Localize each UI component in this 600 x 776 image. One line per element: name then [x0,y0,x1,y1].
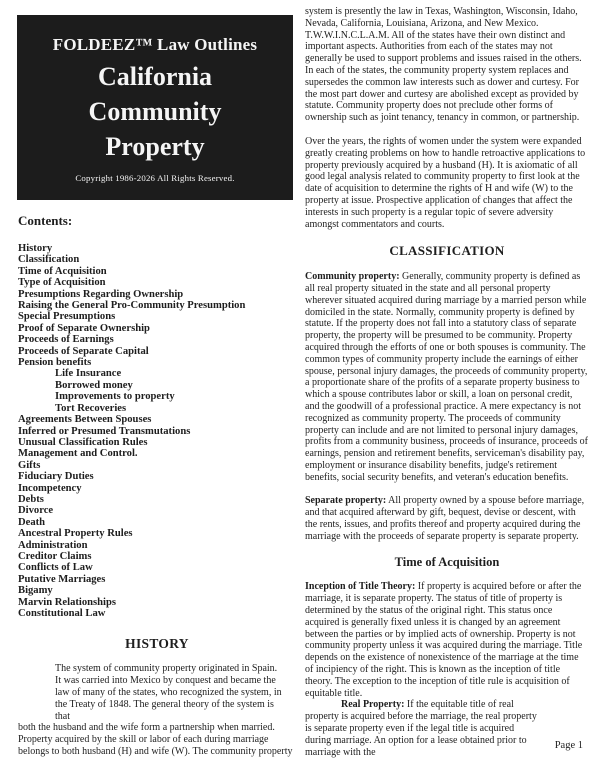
community-property-text: Generally, community property is defined as all real property situated in the state and all personal property wherever situated acquired during marriage by a married person while domiciled in the state. Normally, community property is defined by statute. If the property does not fall into a statutory class of separate property, the property will be presumed to be community. Property acquired through the efforts of one or both spouses is community. The common types of community property include the earnings of either spouse, personal injury damages, the proceeds of community property, a proportionate share of the profits of a separate property business to which a spouse contributes labor or skill, a loan on personal credit, and the goodwill of a professional practice. A mere expectancy is not recognized as community property. The proceeds of community property can include and are not limited to personal injury damages, profits from a community business, proceeds of insurance, proceeds of earnings, pension and retirement benefits, serviceman's disability pay, employment or insurance disability benefits, judge's retirement benefits, social security benefits, and veteran's education benefits. [305,271,588,483]
toc-item: Marvin Relationships [18,596,117,608]
paragraph-womens-rights: Over the years, the rights of women under the system were expanded greatly creating problems on how to handle retroactive applications to property previously acquired by a husband (H). It is axiomatic of all good legal analysis related to community property to first look at the date of acquisition to determine the rights of H and wife (W) to the property at issue. Prospective application of changes that affect the interests in such property is a regular topic of severe adversity amongst commentators and courts. [305,135,586,230]
toc-item: Type of Acquisition [18,277,106,289]
toc-item: Presumptions Regarding Ownership [18,288,184,300]
real-property-paragraph [305,699,589,758]
toc-item: Fiduciary Duties [18,471,94,483]
toc-item: Ancestral Property Rules [18,528,133,540]
time-of-acquisition-heading: Time of Acquisition [394,554,500,569]
community-property-paragraph [305,271,589,483]
toc-item: Improvements to property [55,391,175,403]
separate-property-paragraph [305,495,589,542]
real-property-text: If the equitable title of real property is acquired before the marriage, the real property is separate property even if the legal title is acquired during marriage. An option for a lease obtained prior to marriage with the [305,699,537,758]
document-title [17,59,293,164]
toc-item: Inferred or Presumed Transmutations [18,425,191,437]
history-paragraph-continued: both the husband and the wife form a partnership when married. Property acquired by the skill or labor of each during marriage belongs to both husband (H) and wife (W). The community property [18,722,293,757]
toc-item: History [18,243,53,254]
left-column [18,213,296,758]
inception-of-title-lead: Inception of Title Theory: [305,581,416,593]
toc-item: Agreements Between Spouses [18,414,152,426]
toc-item: Creditor Claims [18,550,92,562]
inception-of-title-text: If property is acquired before or after the marriage, it is separate property. The status of title of property is determined by the status of the original right. This status once acquired is generally fixed unless it is changed by an agreement between the parties or by implied acts of ownership. Property is not community property unless it was acquired during the marriage. Title depends on the existence of nonexistence of the marriage at the time of incipiency of the right. This is known as the inception of title theory. The exception to the inception of title rule is acquisition of equitable title. [305,581,583,699]
toc-item: Life Insurance [55,368,122,380]
toc-item: Putative Marriages [18,573,106,585]
document-title-line-2: Community [88,97,222,126]
toc-item: Tort Recoveries [55,402,127,414]
toc-item: Bigamy [18,585,53,597]
page-number: Page 1 [554,740,583,751]
history-paragraph-indented: The system of community property originated in Spain. It was carried into Mexico by conquest and became the law of many of the states, who recognized the system, in the Treaty of 1848. The general theory of the system is that [55,663,282,722]
toc-item: Debts [18,493,44,505]
separate-property-text: All property owned by a spouse before marriage, and that acquired afterward by gift, bequest, devise or descent, with the rents, issues, and profits thereof and property acquired during the marriage with the proceeds of separate property is separate property. [305,495,585,542]
toc-item: Proof of Separate Ownership [18,322,150,334]
toc-item: Divorce [18,505,54,517]
contents-heading: Contents: [18,213,73,228]
toc-item: Pension benefits [18,357,92,369]
contents-list [18,243,296,619]
toc-item: Time of Acquisition [18,265,107,277]
toc-item: Management and Control. [18,448,138,460]
toc-item: Borrowed money [55,379,133,391]
document-title-line-3: Property [105,132,205,161]
toc-item: Raising the General Pro-Community Presumption [18,300,246,312]
community-property-lead: Community property: [305,271,400,283]
copyright-line: Copyright 1986-2026 All Rights Reserved. [75,173,235,183]
classification-heading: CLASSIFICATION [389,243,505,259]
toc-item: Proceeds of Earnings [18,334,114,346]
toc-item: Administration [18,539,88,551]
toc-item: Unusual Classification Rules [18,436,148,448]
separate-property-lead: Separate property: [305,495,387,507]
toc-item: Proceeds of Separate Capital [18,345,149,357]
right-column [305,6,589,758]
toc-item: Special Presumptions [18,311,116,323]
toc-item: Death [18,516,46,528]
inception-of-title-paragraph [305,581,589,699]
toc-item: Classification [18,254,80,266]
title-banner [17,15,293,200]
real-property-lead: Real Property: [341,699,405,711]
paragraph-states-list: system is presently the law in Texas, Washington, Wisconsin, Idaho, Nevada, California, Louisiana, Arizona, and New Mexico. T.W.W.I.N.C.L.A.M. All of the states have their own distinct and important aspects. Authorities from each of the states may not generally be used to support problems and issues raised in the others. In each of the states, the community property system replaces and supersedes the common law interests such as dower and curtesy. For the most part dower and curtesy are abolished except as provided by statute. Community property does not preclude other forms of ownership such as joint tenancy, tenancy in common, or partnership. [305,6,582,124]
toc-item: Gifts [18,459,41,471]
toc-item: Incompetency [18,482,82,494]
brand-title: FOLDEEZ™ Law Outlines [52,35,258,54]
toc-item: Conflicts of Law [18,562,93,574]
document-title-line-1: California [97,62,213,91]
history-heading: HISTORY [125,636,189,652]
toc-item: Constitutional Law [18,608,106,619]
